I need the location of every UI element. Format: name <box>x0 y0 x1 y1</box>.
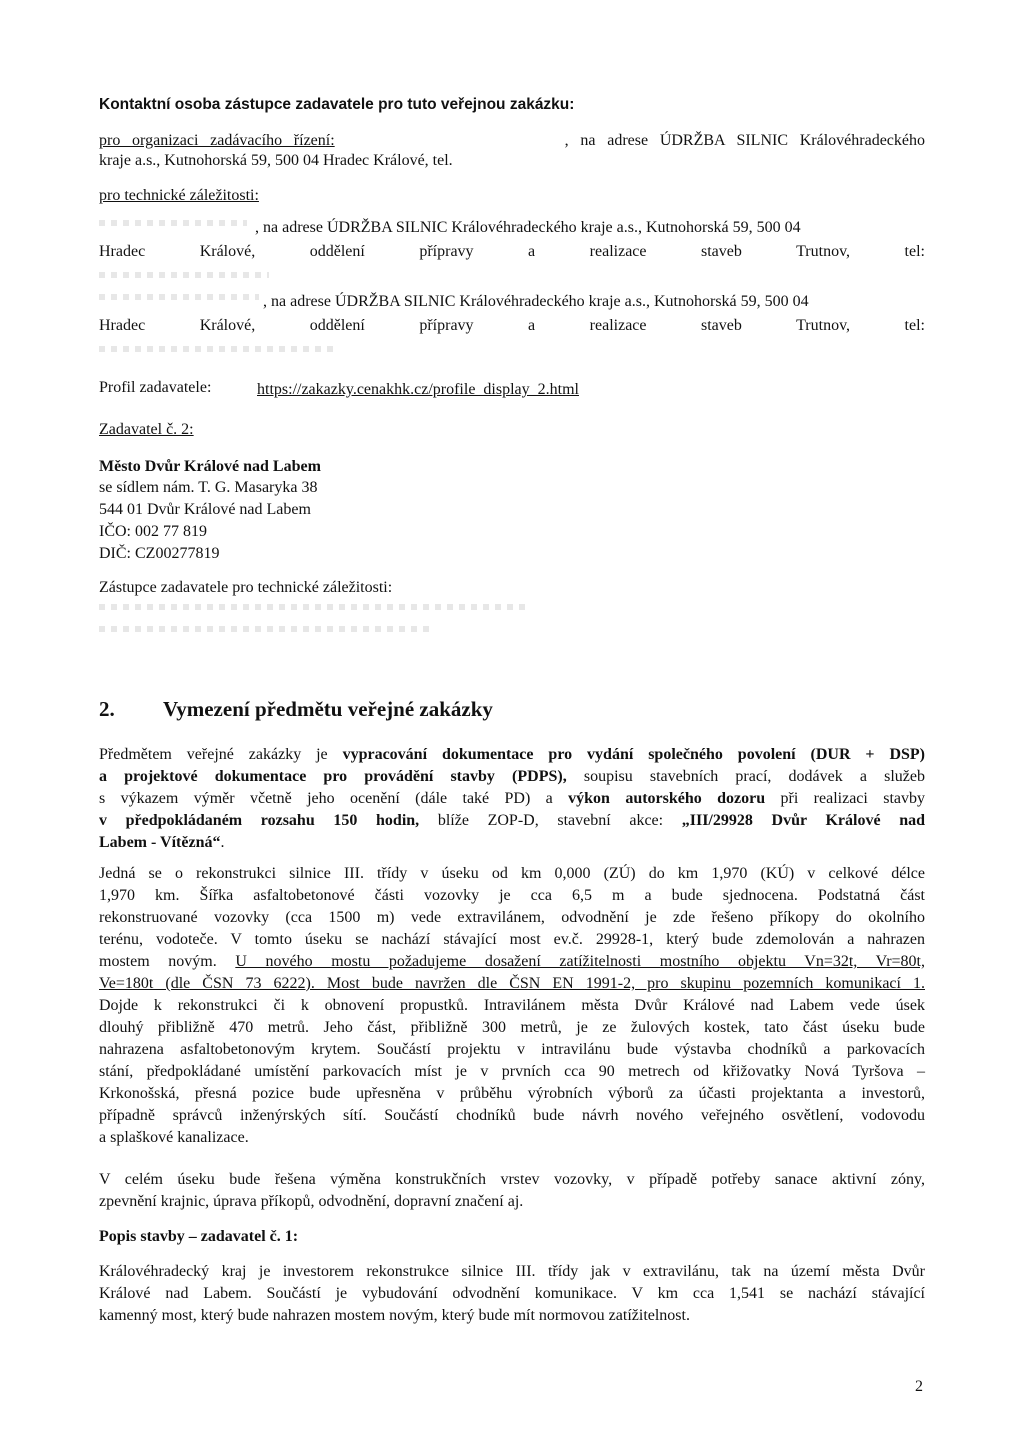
redacted-line <box>99 604 529 610</box>
profile-label: Profil zadavatele: <box>99 379 212 396</box>
popis-line-2: Králové nad Labem. Součástí je vybudování odvodnění komunikace. V km cca 1,541 se nachází stávající <box>99 1285 925 1302</box>
para1-line-2: a projektové dokumentace pro provádění stavby (PDPS), soupisu stavebních prací, dodávek a služeb <box>99 768 925 785</box>
redacted-line <box>99 626 429 632</box>
para2-line-5: mostem novým. U nového mostu požadujeme dosažení zatížitelnosti mostního objektu Vn=32t, Vr=80t, <box>99 953 925 970</box>
zadavatel-2-name: Město Dvůr Králové nad Labem <box>99 458 321 475</box>
zadavatel-2-city: 544 01 Dvůr Králové nad Labem <box>99 501 311 518</box>
popis-heading: Popis stavby – zadavatel č. 1: <box>99 1228 299 1245</box>
section-number: 2. <box>99 697 115 721</box>
popis-line-1: Královéhradecký kraj je investorem rekonstrukce silnice III. třídy jak v extravilánu, tak na území města Dvůr <box>99 1263 925 1280</box>
para2-line-6: Ve=180t (dle ČSN 73 6222). Most bude navržen dle ČSN EN 1991-2, pro skupinu pozemních komunikací 1. <box>99 975 925 992</box>
para1-line-5: Labem - Vítězná“. <box>99 834 225 851</box>
para2-line-3: rekonstruované vozovky (cca 1500 m) vede extravilánem, odvodnění je zde řešeno příkopy do okolního <box>99 909 925 926</box>
tech-person-1-line-2: Hradec Králové, oddělení přípravy a realizace staveb Trutnov, tel: <box>99 243 925 260</box>
tech-person-1-line-1: , na adrese ÚDRŽBA SILNIC Královéhradeckého kraje a.s., Kutnohorská 59, 500 04 <box>255 219 801 236</box>
para2-line-1: Jedná se o rekonstrukci silnice III. třídy v úseku od km 0,000 (ZÚ) do km 1,970 (KÚ) v celkové délce <box>99 865 925 882</box>
popis-line-3: kamenný most, který bude nahrazen mostem novým, který bude mít normovou zatížitelnost. <box>99 1307 690 1324</box>
para1-line-4: v předpokládaném rozsahu 150 hodin, blíže ZOP-D, stavební akce: „III/29928 Dvůr Králové nad <box>99 812 926 829</box>
para2-line-11: Krkonošská, přesná pozice bude upřesněna v průběhu výrobních výborů za účasti projektanta a investorů, <box>99 1085 925 1102</box>
redacted-contact <box>99 346 339 352</box>
para2-line-2: 1,970 km. Šířka asfaltobetonové části vozovky je cca 6,5 m a bude sjednocena. Podstatná část <box>99 887 925 904</box>
redacted-contact <box>99 272 269 278</box>
zadavatel-2-seat: se sídlem nám. T. G. Masaryka 38 <box>99 479 318 496</box>
para2-line-7: Dojde k rekonstrukci či k obnovení propustků. Intravilánem města Dvůr Králové nad Labem vede úsek <box>99 997 925 1014</box>
org-contact-line-1: pro organizaci zadávacího řízení: , na adrese ÚDRŽBA SILNIC Královéhradeckého <box>99 132 925 149</box>
para2-line-10: stání, předpokládané umístění parkovacích míst je v prvních cca 90 metrech od křižovatky Nová Tyršova – <box>99 1063 925 1080</box>
para1-line-1: Předmětem veřejné zakázky je vypracování dokumentace pro vydání společného povolení (DUR + DSP) <box>99 746 925 763</box>
tech-person-2-line-2: Hradec Králové, oddělení přípravy a realizace staveb Trutnov, tel: <box>99 317 925 334</box>
tech-person-2-line-1: , na adrese ÚDRŽBA SILNIC Královéhradeckého kraje a.s., Kutnohorská 59, 500 04 <box>263 293 809 310</box>
zadavatel-2-tech-rep: Zástupce zadavatele pro technické záležitosti: <box>99 579 393 596</box>
page-number: 2 <box>915 1378 923 1395</box>
para1-line-3: s výkazem výměr včetně jeho ocenění (dále také PD) a výkon autorského dozoru při realizaci stavby <box>99 790 925 807</box>
zadavatel-2-dic: DIČ: CZ00277819 <box>99 545 220 562</box>
org-contact-line-2: kraje a.s., Kutnohorská 59, 500 04 Hradec Králové, tel. <box>99 152 453 169</box>
zadavatel-2-label: Zadavatel č. 2: <box>99 421 194 438</box>
para2-line-13: a splaškové kanalizace. <box>99 1129 249 1146</box>
redacted-name <box>99 294 259 300</box>
para3-line-2: zpevnění krajnic, úprava příkopů, odvodnění, dopravní značení aj. <box>99 1193 524 1210</box>
para3-line-1: V celém úseku bude řešena výměna konstrukčních vrstev vozovky, v případě potřeby sanace aktivní zóny, <box>99 1171 925 1188</box>
org-label: pro organizaci zadávacího řízení: <box>99 132 335 149</box>
para2-line-9: nahrazena asfaltobetonovým krytem. Součástí projektu v intravilánu bude výstavba chodníků a parkovacích <box>99 1041 925 1058</box>
contact-heading: Kontaktní osoba zástupce zadavatele pro tuto veřejnou zakázku: <box>99 96 575 113</box>
profile-link[interactable]: https://zakazky.cenakhk.cz/profile_display_2.html <box>257 381 579 398</box>
para2-line-8: dlouhý přibližně 470 metrů. Jeho část, přibližně 300 metrů, je ze žulových kostek, tato část úseku bude <box>99 1019 925 1036</box>
para2-line-4: terénu, vodoteče. V tomto úseku se nachází stávající most ev.č. 29928-1, který bude zdemolován a nahrazen <box>99 931 925 948</box>
redacted-name <box>99 220 247 226</box>
para2-line-12: případně správců inženýrských sítí. Součástí chodníků bude návrh nového veřejného osvětlení, vodovodu <box>99 1107 925 1124</box>
zadavatel-2-ico: IČO: 002 77 819 <box>99 523 207 540</box>
section-title: Vymezení předmětu veřejné zakázky <box>163 697 493 721</box>
tech-label: pro technické záležitosti: <box>99 187 259 204</box>
